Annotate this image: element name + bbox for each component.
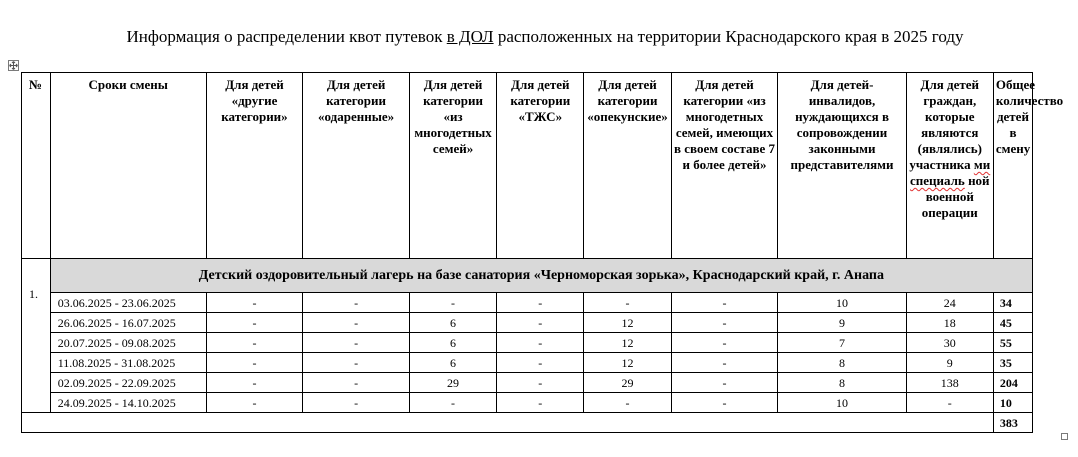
quota-cell: 10 [778, 293, 906, 313]
quota-cell: - [303, 293, 410, 313]
quota-cell: - [497, 373, 584, 393]
shift-total-cell: 35 [993, 353, 1032, 373]
grand-total-cell: 383 [993, 413, 1032, 433]
quota-cell: - [497, 313, 584, 333]
quota-cell: - [206, 393, 302, 413]
row-index: 1. [22, 259, 51, 413]
quota-cell: - [497, 353, 584, 373]
quota-cell: - [303, 353, 410, 373]
header-total-per-shift: Общее количество детей в смену [993, 73, 1032, 259]
header-other-categories: Для детей «другие категории» [206, 73, 302, 259]
header-svo-participants [906, 73, 993, 259]
shift-dates-cell: 24.09.2025 - 14.10.2025 [50, 393, 206, 413]
quota-cell: - [206, 353, 302, 373]
quota-cell: - [906, 393, 993, 413]
quota-cell: 9 [906, 353, 993, 373]
header-large-families: Для детей категории «из многодетных семей» [409, 73, 496, 259]
quota-cell: 7 [778, 333, 906, 353]
quota-cell: 6 [409, 353, 496, 373]
shift-dates-cell: 26.06.2025 - 16.07.2025 [50, 313, 206, 333]
quota-cell: - [584, 293, 671, 313]
document-title [0, 27, 1078, 47]
quota-cell: 12 [584, 353, 671, 373]
header-row [22, 73, 1033, 259]
shift-total-cell: 55 [993, 333, 1032, 353]
quota-cell: - [671, 313, 778, 333]
quota-cell: - [409, 293, 496, 313]
quota-cell: - [206, 333, 302, 353]
table-resize-handle[interactable] [1061, 433, 1068, 440]
quota-cell: - [671, 353, 778, 373]
table-row [22, 333, 1033, 353]
header-gifted: Для детей категории «одаренные» [303, 73, 410, 259]
shift-dates-cell: 20.07.2025 - 09.08.2025 [50, 333, 206, 353]
quota-cell: - [584, 393, 671, 413]
quota-cell: - [671, 293, 778, 313]
table-row [22, 393, 1033, 413]
table-move-handle-icon[interactable] [8, 60, 19, 71]
quota-cell: 12 [584, 333, 671, 353]
header-dates: Сроки смены [50, 73, 206, 259]
shift-dates-cell: 11.08.2025 - 31.08.2025 [50, 353, 206, 373]
header-large-families-7plus: Для детей категории «из многодетных семей, имеющих в своем составе 7 и более детей» [671, 73, 778, 259]
header-disabled-children: Для детей-инвалидов, нуждающихся в сопровождении законными представителями [778, 73, 906, 259]
quota-cell: - [303, 373, 410, 393]
quota-cell: 29 [409, 373, 496, 393]
quota-cell: - [671, 333, 778, 353]
quota-cell: - [409, 393, 496, 413]
quota-cell: 29 [584, 373, 671, 393]
shift-dates-cell: 02.09.2025 - 22.09.2025 [50, 373, 206, 393]
quota-cell: - [671, 373, 778, 393]
shift-total-cell: 34 [993, 293, 1032, 313]
shift-total-cell: 204 [993, 373, 1032, 393]
grand-total-row [22, 413, 1033, 433]
quota-cell: 138 [906, 373, 993, 393]
table-row [22, 313, 1033, 333]
quota-cell: - [303, 393, 410, 413]
quota-cell: - [671, 393, 778, 413]
quota-cell: - [206, 313, 302, 333]
quota-cell: 10 [778, 393, 906, 413]
shift-total-cell: 45 [993, 313, 1032, 333]
header-num: № [22, 73, 51, 259]
quota-table [21, 72, 1064, 433]
quota-cell: 18 [906, 313, 993, 333]
quota-cell: 24 [906, 293, 993, 313]
quota-cell: 8 [778, 353, 906, 373]
shift-dates-cell: 03.06.2025 - 23.06.2025 [50, 293, 206, 313]
quota-cell: - [206, 293, 302, 313]
header-svo-part-1: Для детей граждан, которые являются (являлись) участника [909, 77, 982, 172]
header-tzhs: Для детей категории «ТЖС» [497, 73, 584, 259]
camp-name: Детский оздоровительный лагерь на базе санатория «Черноморская зорька», Краснодарский край, г. Анапа [50, 259, 1032, 293]
header-guardianship: Для детей категории «опекунские» [584, 73, 671, 259]
quota-cell: - [206, 373, 302, 393]
table-row [22, 293, 1033, 313]
quota-cell: 9 [778, 313, 906, 333]
shift-total-cell: 10 [993, 393, 1032, 413]
quota-cell: 30 [906, 333, 993, 353]
quota-cell: 6 [409, 333, 496, 353]
table-row [22, 353, 1033, 373]
quota-cell: - [497, 293, 584, 313]
table-body [22, 259, 1033, 433]
header-svo-part-3: ной военной операции [921, 173, 990, 220]
title-underlined-part: в ДОЛ [446, 27, 494, 46]
quota-cell: 6 [409, 313, 496, 333]
quota-cell: 8 [778, 373, 906, 393]
quota-cell: - [303, 333, 410, 353]
grand-total-spacer [22, 413, 994, 433]
quota-cell: 12 [584, 313, 671, 333]
table-row [22, 373, 1033, 393]
header-svo-part-2: ми специаль [910, 157, 991, 188]
quota-cell: - [303, 313, 410, 333]
title-part-2: расположенных на территории Краснодарского края в 2025 году [493, 27, 964, 46]
title-part-1: Информация о распределении квот путевок [126, 27, 447, 46]
quota-cell: - [497, 333, 584, 353]
camp-row [22, 259, 1033, 293]
quota-cell: - [497, 393, 584, 413]
